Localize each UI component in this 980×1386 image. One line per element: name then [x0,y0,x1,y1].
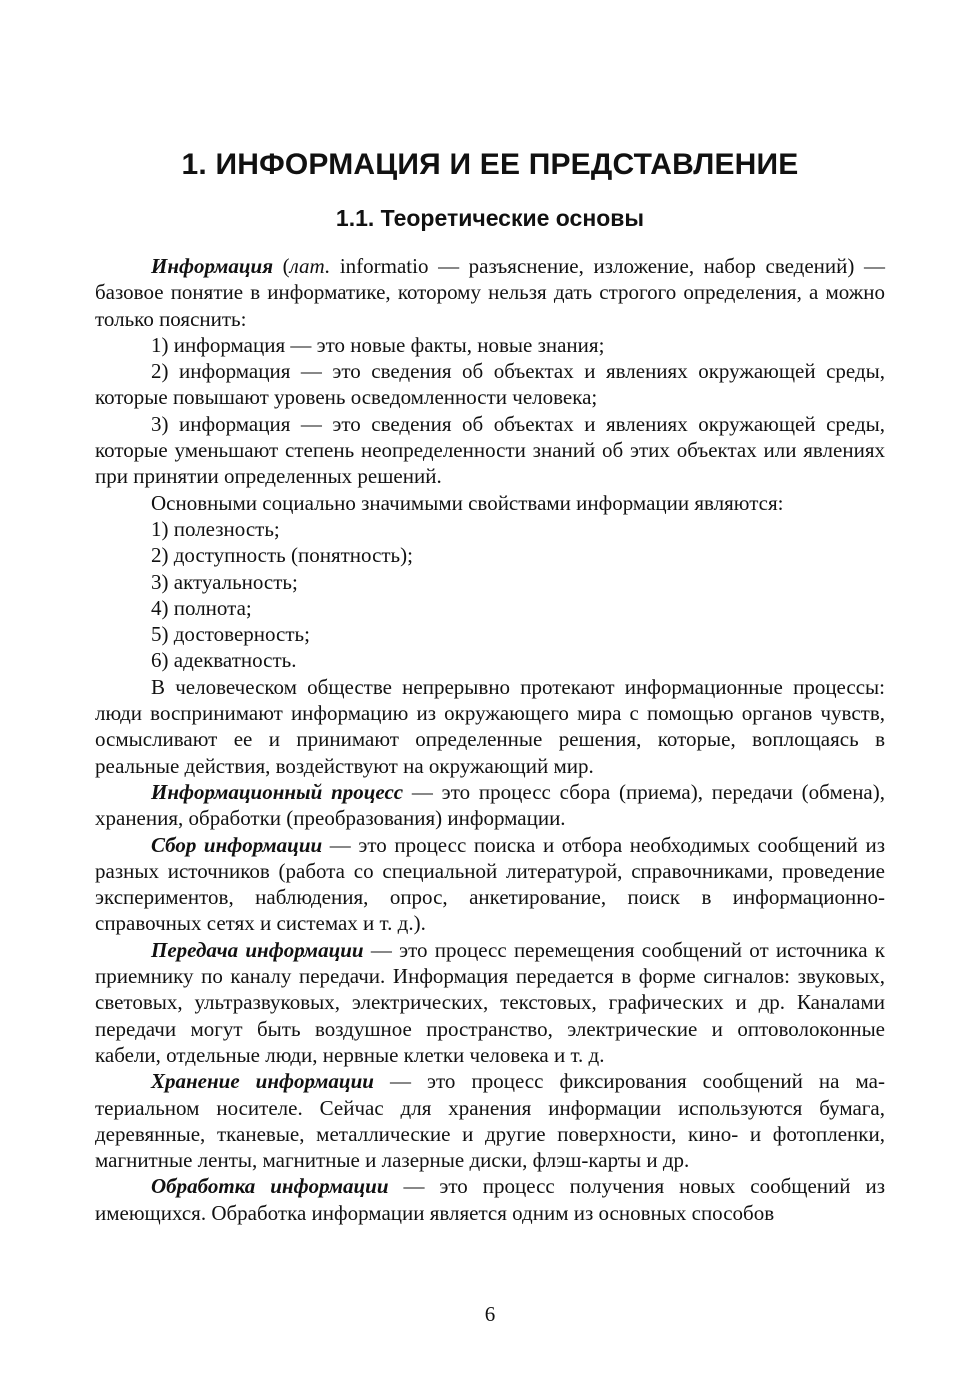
property-item: 6) адекватность. [151,648,297,673]
definition-text: — это процесс фиксирования сообщений на материальном носителе. Сейчас для хранения информации используются бумага, деревянные, тканевые, металлические и другие поверхности, кино- и фотопленки, магнитные ленты, магнитные и лазерные диски, флэш-карты и др. [95,1069,885,1173]
paragraph-properties-intro: Основными социально значимыми свойствами информации являются: [151,490,784,515]
term-information: Информация [151,254,274,278]
property-item: 3) актуальность; [151,569,298,594]
term-information-process: Информационный процесс [151,779,404,804]
term-transmission: Передача информации [151,937,364,962]
definition-text: — это процесс получения новых сообщений из имеющихся. Обработка информации является одним из основных способов [95,1174,885,1225]
paragraph-society-processes: В человеческом обществе непрерывно протекают информационные процессы: люди воспринимают информацию из окружающего мира с помощью органов чувств, осмысливают ее и принимают определенные решения, которые, воплощаясь в реальные действия, воздействуют на окружающий мир. [95,674,885,778]
paren-open: ( [273,254,290,278]
chapter-title: 1. ИНФОРМАЦИЯ И ЕЕ ПРЕДСТАВЛЕНИЕ [181,148,799,181]
property-item: 2) доступность (понятность); [151,543,413,568]
latin-abbrev: лат. [289,254,331,278]
definition-text: — это процесс перемещения сообщений от источника к приемнику по каналу передачи. Информация передается в форме сигналов: звуковых, световых, ультразвуковых, электрических, текстовых, графических и др. Каналами передачи могут быть воздушное пространство, электрические и оптоволоконные кабели, отдельные люди, нервные клетки человека и т. д. [95,937,885,1067]
paragraph-information-process [95,779,885,832]
term-collection: Сбор информации [151,832,323,857]
paragraph-transmission [95,937,885,1068]
property-item: 1) полезность; [151,516,280,541]
definition-text: informatio — разъяснение, изложение, набор сведений) — базовое понятие в информатике, которому нельзя дать строгого определения, а можно только пояснить: [95,254,885,331]
list-item: 2) информация — это сведения об объектах и явлениях окружающей среды, которые повышают уровень осведомленности человека; [95,359,885,410]
property-item: 5) достоверность; [151,622,310,647]
list-item: 1) информация — это новые факты, новые знания; [151,332,605,357]
term-storage: Хранение информации [151,1069,374,1094]
paragraph-collection [95,832,885,937]
section-title: 1.1. Теоретические основы [335,205,645,231]
paragraph-information-definition [95,253,885,332]
term-processing: Обработка информации [151,1174,389,1199]
paragraph-processing [95,1173,885,1226]
paragraph-storage [95,1068,885,1173]
body-text [95,253,885,1226]
property-item: 4) полнота; [151,595,252,620]
page-number: 6 [484,1302,496,1326]
definition-text: — это процесс сбора (приема), передачи (обмена), хранения, обработки (преобразования) информации. [95,779,885,831]
definition-text: — это процесс поиска и отбора необходимых сообщений из разных источников (работа со специальной литературой, справочниками, проведение экспериментов, наблюдения, опрос, анкетирование, поиск в информационно-справочных сетях и системах и т. д.). [95,832,885,936]
list-item: 3) информация — это сведения об объектах и явлениях окружающей среды, которые уменьшают степень неопределенности знаний об этих объектах или явлениях при принятии определенных решений. [95,411,885,489]
